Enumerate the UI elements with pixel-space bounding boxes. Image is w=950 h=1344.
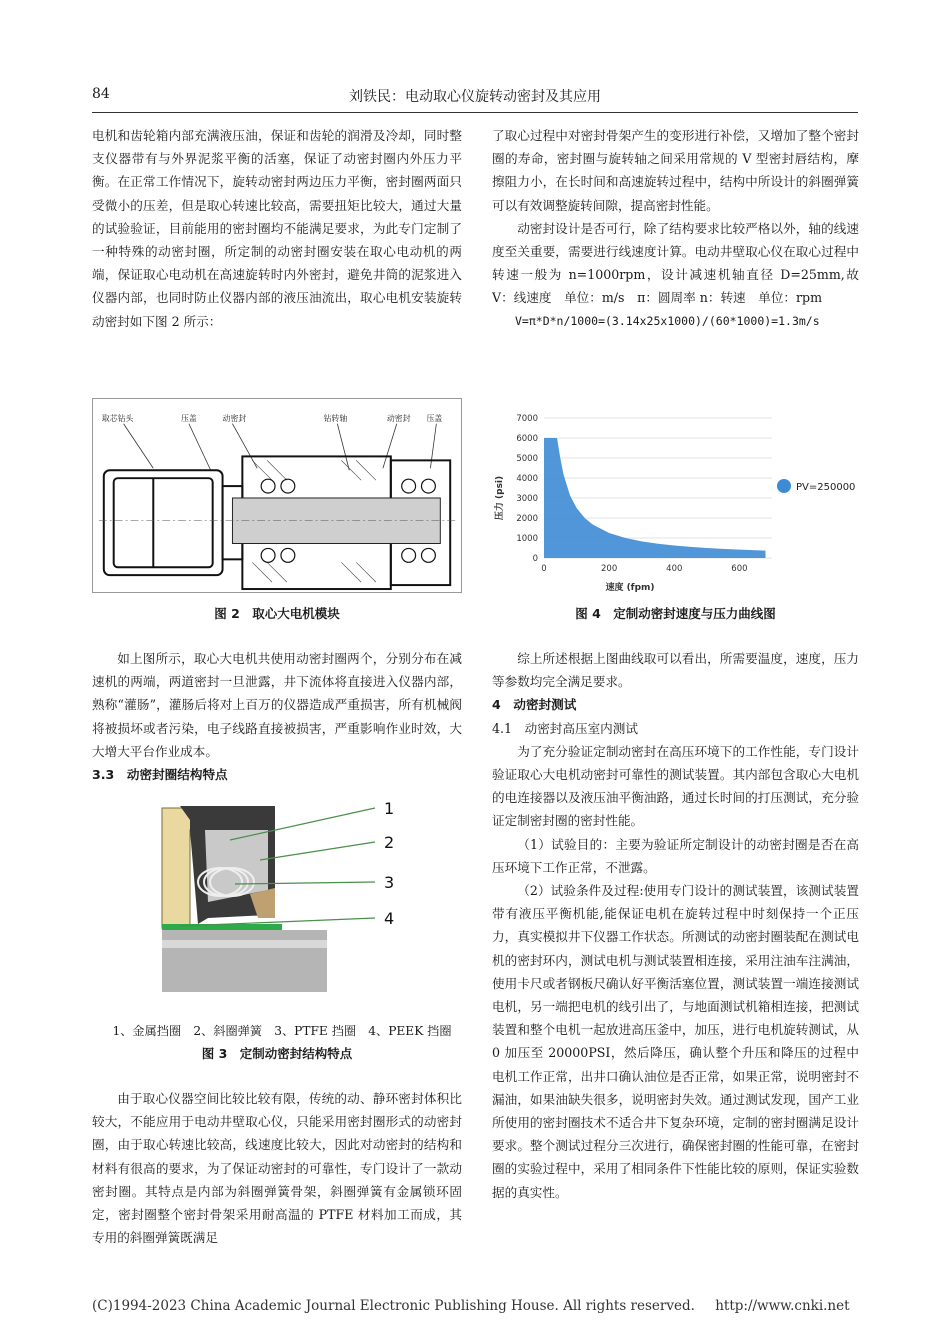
chart-y-tick-label: 0	[532, 554, 538, 564]
chart-y-tick-label: 4000	[516, 474, 538, 484]
fig3-callout-2: 2	[384, 833, 395, 852]
fig2-label-seal-1: 动密封	[222, 413, 247, 423]
figure-4-chart	[492, 398, 859, 593]
header-rule	[92, 112, 858, 113]
section-4-heading: 4 动密封测试	[492, 697, 577, 713]
paragraph-motor-seal: 电机和齿轮箱内部充满液压油，保证和齿轮的润滑及冷却，同时整支仪器带有与外界泥浆平衡的活塞，保证了动密封圈内外压力平衡。在正常工作情况下，旋转动密封两边压力平衡，密封圈两面只受微小的压差，但是取心转速比较高，需要扭矩比较大，通过大量的试验验证，目前能用的密封圈均不能满足要求，为此专门定制了一种特殊的动密封圈，所定制的动密封圈安装在取心电动机的两端，保证取心电动机在高速旋转时内外密封，避免井筒的泥浆进入仪器内部，也同时防止仪器内部的液压油流出，取心电机安装旋转动密封如下图 2 所示：	[92, 128, 462, 329]
chart-x-tick-label: 400	[666, 564, 683, 574]
right-top-block	[492, 124, 872, 333]
fig2-label-cover-1: 压盖	[180, 413, 197, 423]
fig3-callout-4: 4	[384, 909, 395, 928]
chart-y-tick-label: 6000	[516, 434, 538, 444]
running-title: 刘铁民：电动取心仪旋转动密封及其应用	[349, 89, 601, 105]
chart-svg	[492, 398, 859, 593]
speed-formula: V=π*D*n/1000=(3.14x25x1000)/(60*1000)=1.3m/s	[515, 313, 820, 328]
copyright-text: (C)1994-2023 China Academic Journal Electronic Publishing House. All rights reserved.	[92, 1298, 695, 1314]
right-bottom-block	[492, 647, 859, 1204]
left-bottom-block	[92, 1087, 462, 1249]
figure-2-caption: 图 2 取心大电机模块	[214, 606, 340, 621]
section-4-1-heading: 4.1 动密封高压室内测试	[492, 720, 638, 736]
page-header	[92, 86, 858, 108]
paragraph-leak-risk: 如上图所示，取心大电机共使用动密封圈两个，分别分布在减速机的两端，两道密封一旦泄露，井下流体将直接进入仪器内部，熟称“灌肠”，灌肠后将对上百万的仪器造成严重损害，所有机械阀将被损坏或者污染，电子线路直接被损害，严重影响作业时效，大大增大平台作业成本。	[92, 651, 462, 759]
chart-y-tick-label: 5000	[516, 454, 538, 464]
cnki-url: http://www.cnki.net	[715, 1298, 850, 1314]
chart-legend-marker	[777, 479, 791, 493]
figure-3-legend: 1、金属挡圈 2、斜圈弹簧 3、PTFE 挡圈 4、PEEK 挡圈	[112, 1024, 452, 1038]
page-number: 84	[92, 86, 110, 102]
left-top-block	[92, 124, 462, 333]
left-mid-block	[92, 647, 462, 786]
chart-x-tick-label: 600	[731, 564, 748, 574]
fig2-label-bit: 取芯钻头	[101, 413, 134, 423]
figure-2-motor-module	[92, 398, 462, 593]
chart-x-label: 速度 (fpm)	[605, 583, 655, 593]
paragraph-test-purpose: （1）试验目的：主要为验证所定制设计的动密封圈是否在高压环境下工作正常，不泄露。	[492, 836, 859, 875]
figure-3-seal-structure	[150, 790, 420, 1000]
paragraph-seal-design: 由于取心仪器空间比较比较有限，传统的动、静环密封体积比较大，不能应用于电动井壁取心仪，只能采用密封圈形式的动密封圈，由于取心转速比较高，线速度比较大，因此对动密封的结构和材料有很高的要求，为了保证动密封的可靠性，专门设计了一款动密封圈。其特点是内部为斜圈弹簧骨架，斜圈弹簧有金属锁环固定，密封圈整个密封骨架采用耐高温的 PTFE 材料加工而成，其专用的斜圈弹簧既满足	[92, 1091, 462, 1246]
paragraph-test-conditions: （2）试验条件及过程:使用专门设计的测试装置，该测试装置带有液压平衡机能,能保证电机在旋转过程中时刻保持一个正压力，真实模拟井下仪器工作状态。所测试的动密封圈装配在测试电机的密封环内，测试电机与测试装置相连接，采用注油车注满油，使用卡尺或者钢板尺确认好平衡活塞位置，测试装置一端连接测试电机，另一端把电机的线引出了，与地面测试机箱相连接，把测试装置和整个电机一起放进高压釜中，加压，进行电机旋转测试，从 0 加压至 20000PSI，然后降压，确认整个升压和降压的过程中电机工作正常，出井口确认油位是否正常，如果正常，说明密封不漏油，如果油缺失很多，说明密封失效。通过测试发现，国产工业所使用的密封圈技术不适合井下复杂环境，定制的密封圈满足设计要求。整个测试过程分三次进行，确保密封圈的性能可靠，在密封圈的实验过程中，采用了相同条件下性能比较的原则，保证实验数据的真实性。	[492, 883, 859, 1200]
fig3-callout-1: 1	[384, 799, 395, 818]
chart-y-tick-label: 7000	[516, 414, 538, 424]
chart-x-tick-label: 200	[601, 564, 618, 574]
fig2-label-shaft: 钻转轴	[323, 413, 348, 423]
fig3-callout-3: 3	[384, 873, 395, 892]
chart-y-tick-label: 2000	[516, 514, 538, 524]
chart-y-tick-label: 3000	[516, 494, 538, 504]
chart-y-label: 压力 (psi)	[495, 475, 505, 521]
paragraph-linear-speed: 动密封设计是否可行，除了结构要求比较严格以外，轴的线速度至关重要，需要进行线速度计算。电动井壁取心仪在取心过程中转速一般为 n=1000rpm，设计减速机轴直径 D=25mm,故 V：线速度 单位：m/s π：圆周率 n：转速 单位：rpm	[492, 220, 872, 306]
chart-legend-label: PV=250000	[796, 482, 856, 493]
paragraph-conclusion: 综上所述根据上图曲线取可以看出，所需要温度，速度，压力等参数均完全满足要求。	[492, 651, 859, 690]
chart-x-tick-label: 0	[541, 564, 547, 574]
paragraph-spring-compensation: 了取心过程中对密封骨架产生的变形进行补偿，又增加了整个密封圈的寿命，密封圈与旋转轴之间采用常规的 V 型密封唇结构，摩擦阻力小，在长时间和高速旋转过程中，结构中所设计的斜圈弹簧可以有效调整旋转间隙，提高密封性能。	[492, 128, 859, 213]
copyright-footer	[92, 1298, 892, 1314]
chart-y-tick-label: 1000	[516, 534, 538, 544]
section-3-3-heading: 3.3 动密封圈结构特点	[92, 767, 228, 783]
fig2-label-cover-2: 压盖	[426, 413, 443, 423]
paragraph-test-device: 为了充分验证定制动密封在高压环境下的工作性能，专门设计验证取心大电机动密封可靠性的测试装置。其内部包含取心大电机的电连接器以及液压油平衡油路，通过长时间的打压测试，充分验证定制密封圈的密封性能。	[492, 743, 859, 829]
fig2-label-seal-2: 动密封	[386, 413, 411, 423]
figure-3-caption: 图 3 定制动密封结构特点	[201, 1046, 353, 1061]
figure-4-caption: 图 4 定制动密封速度与压力曲线图	[575, 606, 776, 621]
